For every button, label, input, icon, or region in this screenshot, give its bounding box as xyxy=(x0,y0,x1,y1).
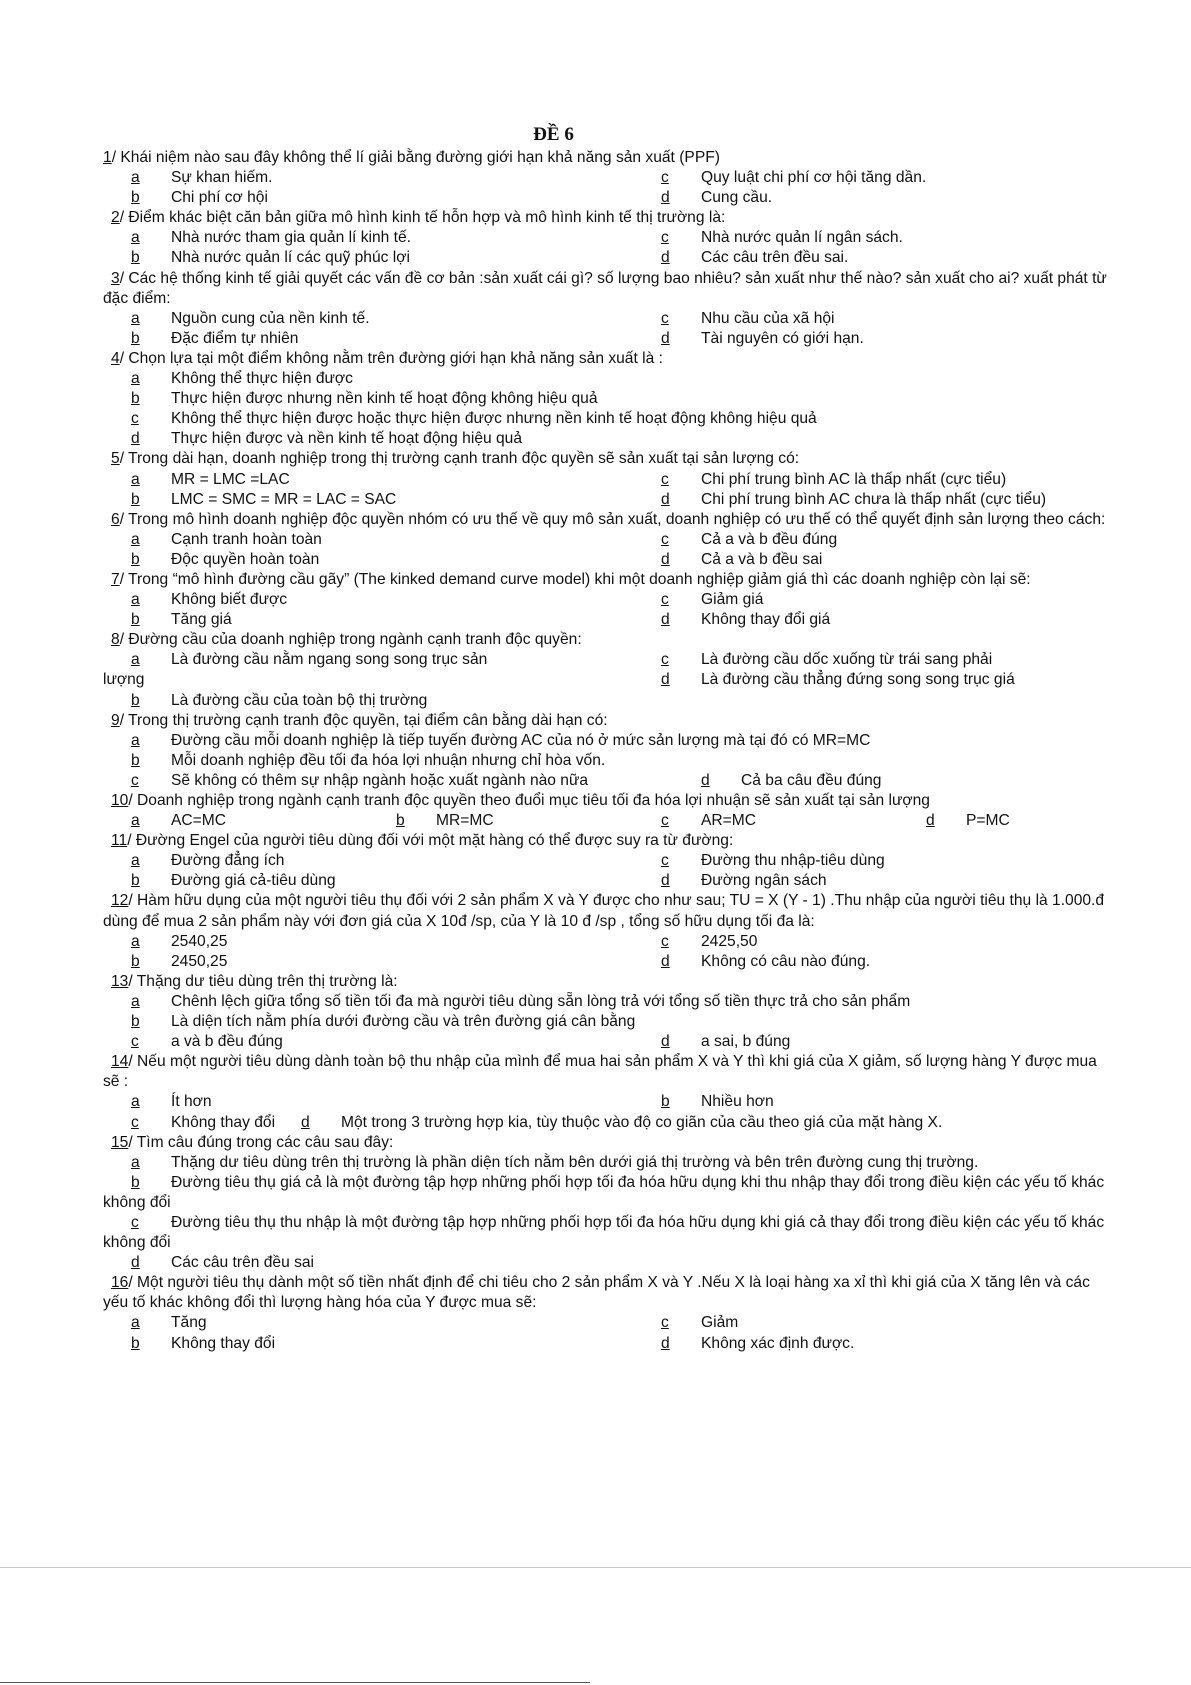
option-b xyxy=(111,329,641,349)
option-letter: d xyxy=(661,490,670,508)
option-text: Thực hiện được nhưng nền kinh tế hoạt động không hiệu quả xyxy=(171,390,598,408)
option-letter: d xyxy=(661,189,670,207)
option-row xyxy=(111,1032,1111,1052)
question-stem: 8/ Đường cầu của doanh nghiệp trong ngành cạnh tranh độc quyền: xyxy=(111,631,582,649)
option-letter: b xyxy=(131,550,140,568)
option-text: Không thể thực hiện được xyxy=(171,370,353,388)
option-row xyxy=(111,329,1111,349)
question-number: 15 xyxy=(111,1133,129,1151)
option-row xyxy=(103,1213,1111,1253)
option-text: Giảm giá xyxy=(701,591,764,609)
question-text: Khái niệm nào sau đây không thể lí giải bằng đường giới hạn khả năng sản xuất (PPF) xyxy=(120,149,720,166)
option-text: Là đường cầu thẳng đứng song song trục giá xyxy=(701,671,1015,689)
option-text: Tăng xyxy=(171,1314,207,1332)
question-block xyxy=(111,570,1111,630)
option-text: AC=MC xyxy=(171,812,227,830)
option-letter: b xyxy=(131,952,140,970)
option-letter: d xyxy=(661,329,670,347)
option-continuation: lượng xyxy=(103,671,145,689)
question-block xyxy=(111,449,1111,509)
question-text: Trong mô hình doanh nghiệp độc quyền nhóm có ưu thế về quy mô sản xuất, doanh nghiệp có ưu thế có thể quyết định sản lượng theo cách: xyxy=(128,510,1106,528)
question-number: 13 xyxy=(111,972,129,990)
option-b xyxy=(111,550,641,570)
question-stem: 2/ Điểm khác biệt căn bản giữa mô hình kinh tế hỗn hợp và mô hình kinh tế thị trường là: xyxy=(111,209,726,227)
option-letter: d xyxy=(661,249,670,267)
option-letter: d xyxy=(661,1033,670,1051)
option-d xyxy=(641,248,848,268)
option-text: Đường ngân sách xyxy=(701,872,827,890)
question-number: 2 xyxy=(111,209,120,227)
question-block xyxy=(111,791,1111,831)
option-text: Cả a và b đều đúng xyxy=(701,530,838,548)
option-b xyxy=(111,751,605,771)
option-letter: d xyxy=(926,812,935,830)
option-c xyxy=(641,168,926,188)
option-letter: c xyxy=(661,470,669,488)
option-text: Cạnh tranh hoàn toàn xyxy=(171,530,322,548)
option-c xyxy=(641,530,837,550)
option-text: Đặc điểm tự nhiên xyxy=(171,329,299,347)
option-a xyxy=(111,590,641,610)
option-text: Không thay đổi giá xyxy=(701,611,831,629)
option-b xyxy=(111,248,641,268)
question-number: 3 xyxy=(111,269,120,287)
option-row xyxy=(111,409,1111,429)
option-d xyxy=(641,670,1015,690)
question-block xyxy=(103,148,1111,208)
option-d xyxy=(906,811,1010,831)
option-letter: b xyxy=(131,611,140,629)
option-text: Sẽ không có thêm sự nhập ngành hoặc xuất ngành nào nữa xyxy=(171,771,589,789)
option-letter: b xyxy=(131,1013,140,1031)
option-b xyxy=(111,691,427,711)
option-row xyxy=(111,932,1111,952)
option-text: Các câu trên đều sai xyxy=(171,1254,315,1272)
option-text: Không có câu nào đúng. xyxy=(701,952,871,970)
option-d xyxy=(641,329,864,349)
bottom-rule xyxy=(0,1682,590,1683)
option-letter: a xyxy=(131,229,140,247)
option-row xyxy=(111,1313,1111,1333)
option-text: Độc quyền hoàn toàn xyxy=(171,550,320,568)
option-letter: d xyxy=(131,430,140,448)
option-row xyxy=(111,490,1111,510)
question-stem: 6/ Trong mô hình doanh nghiệp độc quyền nhóm có ưu thế về quy mô sản xuất, doanh nghiệp có ưu thế có thể quyết định sản lượng theo cách: xyxy=(111,510,1106,528)
option-text: Nhu cầu của xã hội xyxy=(701,309,835,327)
question-stem: 10/ Doanh nghiệp trong ngành cạnh tranh độc quyền theo đuổi mục tiêu tối đa hóa lợi nhuận sẽ sản xuất tại sản lượng xyxy=(111,792,930,809)
option-text: Đường cầu mỗi doanh nghiệp là tiếp tuyến đường AC của nó ở mức sản lượng mà tại đó có MR=MC xyxy=(171,731,871,749)
option-b xyxy=(111,490,641,510)
option-letter: b xyxy=(131,249,140,267)
option-text: MR=MC xyxy=(436,812,494,830)
option-text: Chi phí cơ hội xyxy=(171,189,268,207)
option-d xyxy=(641,952,870,972)
option-letter: d xyxy=(661,611,670,629)
question-number: 4 xyxy=(111,349,120,367)
option-c xyxy=(641,228,903,248)
option-letter: d xyxy=(661,872,670,890)
option-letter: a xyxy=(131,530,140,548)
option-letter: a xyxy=(131,1314,140,1332)
question-block xyxy=(111,711,1111,791)
option-row xyxy=(111,871,1111,891)
option-text: 2450,25 xyxy=(171,952,228,970)
option-letter: c xyxy=(661,651,669,669)
question-text: Điểm khác biệt căn bản giữa mô hình kinh tế hỗn hợp và mô hình kinh tế thị trường là: xyxy=(128,209,726,227)
question-number: 6 xyxy=(111,510,120,528)
option-d xyxy=(111,429,522,449)
option-text: Mỗi doanh nghiệp đều tối đa hóa lợi nhuận nhưng chỉ hòa vốn. xyxy=(171,751,606,769)
option-letter: c xyxy=(661,932,669,950)
option-text: Thặng dư tiêu dùng trên thị trường là phần diện tích nằm bên dưới giá thị trường và bên trên đường cung thị trường. xyxy=(171,1153,979,1171)
question-block xyxy=(111,510,1111,570)
option-text: Là đường cầu của toàn bộ thị trường xyxy=(171,691,428,709)
option-text: Đường tiêu thụ thu nhập là một đường tập hợp những phối hợp tối đa hóa hữu dụng khi giá cả thay đổi trong điều kiện các yếu tố khác không đổi xyxy=(103,1213,1105,1252)
question-text: Trong thị trường cạnh tranh độc quyền, tại điểm cân bằng dài hạn có: xyxy=(128,711,608,729)
option-row xyxy=(111,952,1111,972)
question-stem: 5/ Trong dài hạn, doanh nghiệp trong thị trường cạnh tranh độc quyền sẽ sản xuất tại sản lượng có: xyxy=(111,450,800,468)
option-text: 2540,25 xyxy=(171,932,228,950)
option-a xyxy=(111,369,353,389)
option-a xyxy=(111,228,641,248)
option-text: Chênh lệch giữa tổng số tiền tối đa mà người tiêu dùng sẵn lòng trả với tổng số tiền thực trả cho sản phẩm xyxy=(171,992,911,1010)
option-c xyxy=(111,409,817,429)
option-letter: c xyxy=(131,410,139,428)
option-d xyxy=(281,1113,942,1133)
option-row xyxy=(111,1253,1111,1273)
question-block xyxy=(103,1273,1111,1353)
option-row xyxy=(111,470,1111,490)
option-text: Nguồn cung của nền kinh tế. xyxy=(171,309,370,327)
option-row xyxy=(111,530,1111,550)
option-row xyxy=(111,389,1111,409)
question-number: 7 xyxy=(111,570,120,588)
option-c xyxy=(641,1313,738,1333)
option-text: Không thể thực hiện được hoặc thực hiện được nhưng nền kinh tế hoạt động không hiệu quả xyxy=(171,410,817,428)
option-b xyxy=(111,1012,635,1032)
option-d xyxy=(641,871,827,891)
question-text: Hàm hữu dụng của một người tiêu thụ đối với 2 sản phẩm X và Y được cho như sau; TU = X (Y - 1) .Thu nhập của người tiêu thụ là 1.000.đ dùng để mua 2 sản phẩm này với đơn giá của X 10đ /sp, của Y là 10 đ /sp , tổng số hữu dụng tối đa là: xyxy=(103,892,1105,930)
question-text: Các hệ thống kinh tế giải quyết các vấn đề cơ bản :sản xuất cái gì? số lượng bao nhiêu? sản xuất như thế nào? sản xuất cho ai? xuất phát từ đặc điểm: xyxy=(103,269,1107,307)
option-c xyxy=(641,470,1006,490)
option-text: Tài nguyên có giới hạn. xyxy=(701,329,864,347)
question-stem: 15/ Tìm câu đúng trong các câu sau đây: xyxy=(111,1133,394,1151)
option-row xyxy=(111,1153,1111,1173)
question-text: Doanh nghiệp trong ngành cạnh tranh độc quyền theo đuổi mục tiêu tối đa hóa lợi nhuận sẽ sản xuất tại sản lượng xyxy=(137,792,930,809)
option-letter: c xyxy=(661,309,669,327)
option-text: Không thay đổi xyxy=(171,1334,276,1352)
option-text: Đường tiêu thụ giá cả là một đường tập hợp những phối hợp tối đa hóa hữu dụng khi thu nhập thay đổi trong điều kiện các yếu tố khác không đổi xyxy=(103,1173,1105,1211)
option-b xyxy=(641,1092,774,1112)
question-block xyxy=(111,831,1111,891)
exam-title: ĐỀ 6 xyxy=(533,124,574,145)
question-text: Tìm câu đúng trong các câu sau đây: xyxy=(136,1133,394,1151)
question-block xyxy=(103,1052,1111,1132)
question-stem: 16/ Một người tiêu thụ dành một số tiền nhất định để chi tiêu cho 2 sản phẩm X và Y .Nếu X là loại hàng xa xỉ thì khi giá của X tăng lên và các yếu tố khác không đổi thì lượng hàng hóa của Y được mua sẽ: xyxy=(103,1274,1090,1312)
option-text: Nhà nước quản lí các quỹ phúc lợi xyxy=(171,249,410,267)
option-c xyxy=(103,1213,1111,1253)
option-a xyxy=(111,731,870,751)
option-text: Chi phí trung bình AC chưa là thấp nhất (cực tiểu) xyxy=(701,490,1047,508)
question-block xyxy=(103,891,1111,971)
option-d xyxy=(111,1253,314,1273)
option-a xyxy=(111,168,641,188)
option-d xyxy=(681,771,881,791)
option-letter: a xyxy=(131,591,140,609)
option-b xyxy=(111,952,641,972)
option-row xyxy=(111,228,1111,248)
option-text: AR=MC xyxy=(701,812,757,830)
option-text: Các câu trên đều sai. xyxy=(701,249,849,267)
question-block xyxy=(111,349,1111,449)
question-text: Một người tiêu thụ dành một số tiền nhất định để chi tiêu cho 2 sản phẩm X và Y .Nếu X là loại hàng xa xỉ thì khi giá của X tăng lên và các yếu tố khác không đổi thì lượng hàng hóa của Y được mua sẽ: xyxy=(103,1274,1090,1312)
option-letter: c xyxy=(131,1113,139,1131)
option-a xyxy=(111,309,641,329)
option-c xyxy=(111,771,681,791)
option-text: a sai, b đúng xyxy=(701,1033,791,1051)
option-text: Chi phí trung bình AC là thấp nhất (cực tiểu) xyxy=(701,470,1007,488)
option-b xyxy=(103,1173,1111,1213)
question-text: Nếu một người tiêu dùng dành toàn bộ thu nhập của mình để mua hai sản phẩm X và Y thì khi giá của X giảm, số lượng hàng Y được mua sẽ : xyxy=(103,1053,1097,1091)
option-row xyxy=(111,369,1111,389)
option-c xyxy=(111,1032,641,1052)
option-row xyxy=(111,851,1111,871)
question-text: Trong dài hạn, doanh nghiệp trong thị trường cạnh tranh độc quyền sẽ sản xuất tại sản lượng có: xyxy=(128,450,800,468)
option-letter: a xyxy=(131,852,140,870)
option-c xyxy=(641,811,906,831)
question-number: 1 xyxy=(103,149,112,166)
option-text: Không xác định được. xyxy=(701,1334,855,1352)
question-stem: 14/ Nếu một người tiêu dùng dành toàn bộ thu nhập của mình để mua hai sản phẩm X và Y thì khi giá của X giảm, số lượng hàng Y được mua sẽ : xyxy=(103,1053,1097,1091)
option-text: Đường giá cả-tiêu dùng xyxy=(171,872,336,890)
option-a xyxy=(111,650,641,670)
option-text: Giảm xyxy=(701,1314,739,1332)
option-letter: a xyxy=(131,932,140,950)
option-text: Cả a và b đều sai xyxy=(701,550,823,568)
option-a xyxy=(111,811,376,831)
option-text: P=MC xyxy=(966,812,1010,830)
option-row xyxy=(111,429,1111,449)
question-block xyxy=(103,269,1111,349)
option-text: Cả ba câu đều đúng xyxy=(741,771,882,789)
option-text: MR = LMC =LAC xyxy=(171,470,290,488)
question-block xyxy=(103,630,1111,710)
option-a xyxy=(111,932,641,952)
question-list xyxy=(103,148,1111,1354)
option-b xyxy=(376,811,641,831)
option-b xyxy=(111,188,641,208)
option-a xyxy=(111,1092,641,1112)
question-number: 16 xyxy=(111,1274,129,1292)
option-row xyxy=(111,168,1111,188)
option-text: Không biết được xyxy=(171,591,288,609)
page-divider xyxy=(0,1567,1191,1568)
option-row xyxy=(111,610,1111,630)
option-letter: a xyxy=(131,992,140,1010)
option-row xyxy=(111,248,1111,268)
option-letter: c xyxy=(661,812,669,830)
option-letter: a xyxy=(131,731,140,749)
question-number: 8 xyxy=(111,631,120,649)
option-text: Nhà nước quản lí ngân sách. xyxy=(701,229,903,247)
question-stem: 9/ Trong thị trường cạnh tranh độc quyền, tại điểm cân bằng dài hạn có: xyxy=(111,711,608,729)
option-row xyxy=(111,550,1111,570)
option-text: Nhiều hơn xyxy=(701,1093,774,1111)
option-c xyxy=(641,851,885,871)
option-letter: b xyxy=(396,812,405,830)
option-row xyxy=(111,1113,1111,1133)
option-row xyxy=(111,1092,1111,1112)
option-letter: a xyxy=(131,651,140,669)
option-letter: c xyxy=(661,530,669,548)
option-a xyxy=(111,1313,641,1333)
option-b xyxy=(111,389,598,409)
option-letter: d xyxy=(661,952,670,970)
question-stem: 12/ Hàm hữu dụng của một người tiêu thụ đối với 2 sản phẩm X và Y được cho như sau; TU = X (Y - 1) .Thu nhập của người tiêu thụ là 1.000.đ dùng để mua 2 sản phẩm này với đơn giá của X 10đ /sp, của Y là 10 đ /sp , tổng số hữu dụng tối đa là: xyxy=(103,892,1105,930)
option-letter: a xyxy=(131,370,140,388)
option-letter: b xyxy=(131,189,140,207)
option-c xyxy=(111,1113,281,1133)
option-d xyxy=(641,550,822,570)
option-text: Một trong 3 trường hợp kia, tùy thuộc vào độ co giãn của cầu theo giá của mặt hàng X. xyxy=(341,1113,943,1131)
question-stem: 11/ Đường Engel của người tiêu dùng đối với một mặt hàng có thể được suy ra từ đường: xyxy=(111,832,734,850)
option-text: Sự khan hiếm. xyxy=(171,169,273,187)
option-d xyxy=(641,188,772,208)
option-text: 2425,50 xyxy=(701,932,758,950)
option-text: Đường đẳng ích xyxy=(171,852,285,870)
option-row xyxy=(111,650,1111,670)
option-row xyxy=(111,590,1111,610)
option-letter: a xyxy=(131,812,140,830)
option-text: Ít hơn xyxy=(171,1093,212,1111)
option-c xyxy=(641,650,992,670)
option-letter: d xyxy=(661,550,670,568)
option-text: LMC = SMC = MR = LAC = SAC xyxy=(171,490,397,508)
question-stem: 4/ Chọn lựa tại một điểm không nằm trên đường giới hạn khả năng sản xuất là : xyxy=(111,349,663,367)
option-letter: c xyxy=(131,771,139,789)
question-stem: 1/ Khái niệm nào sau đây không thể lí giải bằng đường giới hạn khả năng sản xuất (PPF) xyxy=(103,149,720,166)
option-text: Nhà nước tham gia quản lí kinh tế. xyxy=(171,229,411,247)
option-text: Là diện tích nằm phía dưới đường cầu và trên đường giá cân bằng xyxy=(171,1013,636,1031)
option-letter: b xyxy=(131,1173,140,1191)
option-letter: c xyxy=(661,169,669,187)
question-text: Đường cầu của doanh nghiệp trong ngành cạnh tranh độc quyền: xyxy=(128,631,582,649)
question-text: Thặng dư tiêu dùng trên thị trường là: xyxy=(136,972,398,990)
question-number: 9 xyxy=(111,711,120,729)
option-d xyxy=(641,1334,854,1354)
question-stem: 3/ Các hệ thống kinh tế giải quyết các vấn đề cơ bản :sản xuất cái gì? số lượng bao nhiêu? sản xuất như thế nào? sản xuất cho ai? xuất phát từ đặc điểm: xyxy=(103,269,1107,307)
option-letter: a xyxy=(131,1153,140,1171)
option-row xyxy=(111,811,1111,831)
option-letter: d xyxy=(661,671,670,689)
option-text: Là đường cầu nằm ngang song song trục sản xyxy=(171,651,488,669)
option-c xyxy=(641,932,757,952)
option-letter: b xyxy=(131,691,140,709)
option-a xyxy=(111,530,641,550)
option-text: a và b đều đúng xyxy=(171,1033,283,1051)
option-letter: d xyxy=(701,771,710,789)
option-a xyxy=(111,470,641,490)
option-letter: c xyxy=(131,1033,139,1051)
option-letter: b xyxy=(131,1334,140,1352)
question-block xyxy=(111,208,1111,268)
option-letter: c xyxy=(661,1314,669,1332)
option-letter: c xyxy=(661,852,669,870)
option-b xyxy=(111,1334,641,1354)
option-letter: b xyxy=(131,490,140,508)
option-letter: a xyxy=(131,309,140,327)
option-letter: c xyxy=(661,229,669,247)
option-letter: b xyxy=(131,872,140,890)
option-letter: d xyxy=(301,1113,310,1131)
option-a xyxy=(111,851,641,871)
option-letter: b xyxy=(131,329,140,347)
option-text: Thực hiện được và nền kinh tế hoạt động hiệu quả xyxy=(171,430,523,448)
option-text: Quy luật chi phí cơ hội tăng dần. xyxy=(701,169,927,187)
option-letter: d xyxy=(131,1254,140,1272)
question-number: 5 xyxy=(111,450,120,468)
question-block xyxy=(111,972,1111,1052)
option-letter: a xyxy=(131,1093,140,1111)
option-text: Tăng giá xyxy=(171,611,232,629)
option-b xyxy=(111,610,641,630)
option-letter: b xyxy=(131,751,140,769)
option-text: Không thay đổi xyxy=(171,1113,276,1131)
option-a xyxy=(111,992,910,1012)
option-letter: c xyxy=(661,591,669,609)
question-block xyxy=(103,1133,1111,1274)
option-c xyxy=(641,590,763,610)
question-number: 11 xyxy=(111,832,128,850)
question-number: 14 xyxy=(111,1053,129,1071)
option-letter: a xyxy=(131,470,140,488)
option-d xyxy=(641,490,1046,510)
question-stem: 13/ Thặng dư tiêu dùng trên thị trường là: xyxy=(111,972,398,990)
option-a xyxy=(111,1153,978,1173)
question-text: Đường Engel của người tiêu dùng đối với một mặt hàng có thể được suy ra từ đường: xyxy=(135,832,734,850)
option-row xyxy=(111,1334,1111,1354)
option-letter: b xyxy=(661,1093,670,1111)
question-text: Trong “mô hình đường cầu gãy” (The kinked demand curve model) khi một doanh nghiệp giảm giá thì các doanh nghiệp còn lại sẽ: xyxy=(128,570,1031,588)
option-d xyxy=(641,610,830,630)
question-number: 12 xyxy=(111,892,129,910)
option-d xyxy=(641,1032,790,1052)
question-stem: 7/ Trong “mô hình đường cầu gãy” (The kinked demand curve model) khi một doanh nghiệp giảm giá thì các doanh nghiệp còn lại sẽ: xyxy=(111,570,1031,588)
option-row xyxy=(103,1173,1111,1213)
option-b xyxy=(111,871,641,891)
question-text: Chọn lựa tại một điểm không nằm trên đường giới hạn khả năng sản xuất là : xyxy=(128,349,663,367)
option-row xyxy=(111,309,1111,329)
option-c xyxy=(641,309,835,329)
option-letter: b xyxy=(131,390,140,408)
option-letter: a xyxy=(131,169,140,187)
option-text: Cung cầu. xyxy=(701,189,773,207)
option-letter: d xyxy=(661,1334,670,1352)
option-row xyxy=(111,771,1111,791)
option-letter: c xyxy=(131,1213,139,1231)
option-text: Đường thu nhập-tiêu dùng xyxy=(701,852,885,870)
option-row xyxy=(111,188,1111,208)
question-number: 10 xyxy=(111,792,129,809)
option-row xyxy=(103,670,1111,690)
option-text: Là đường cầu dốc xuống từ trái sang phải xyxy=(701,651,993,669)
